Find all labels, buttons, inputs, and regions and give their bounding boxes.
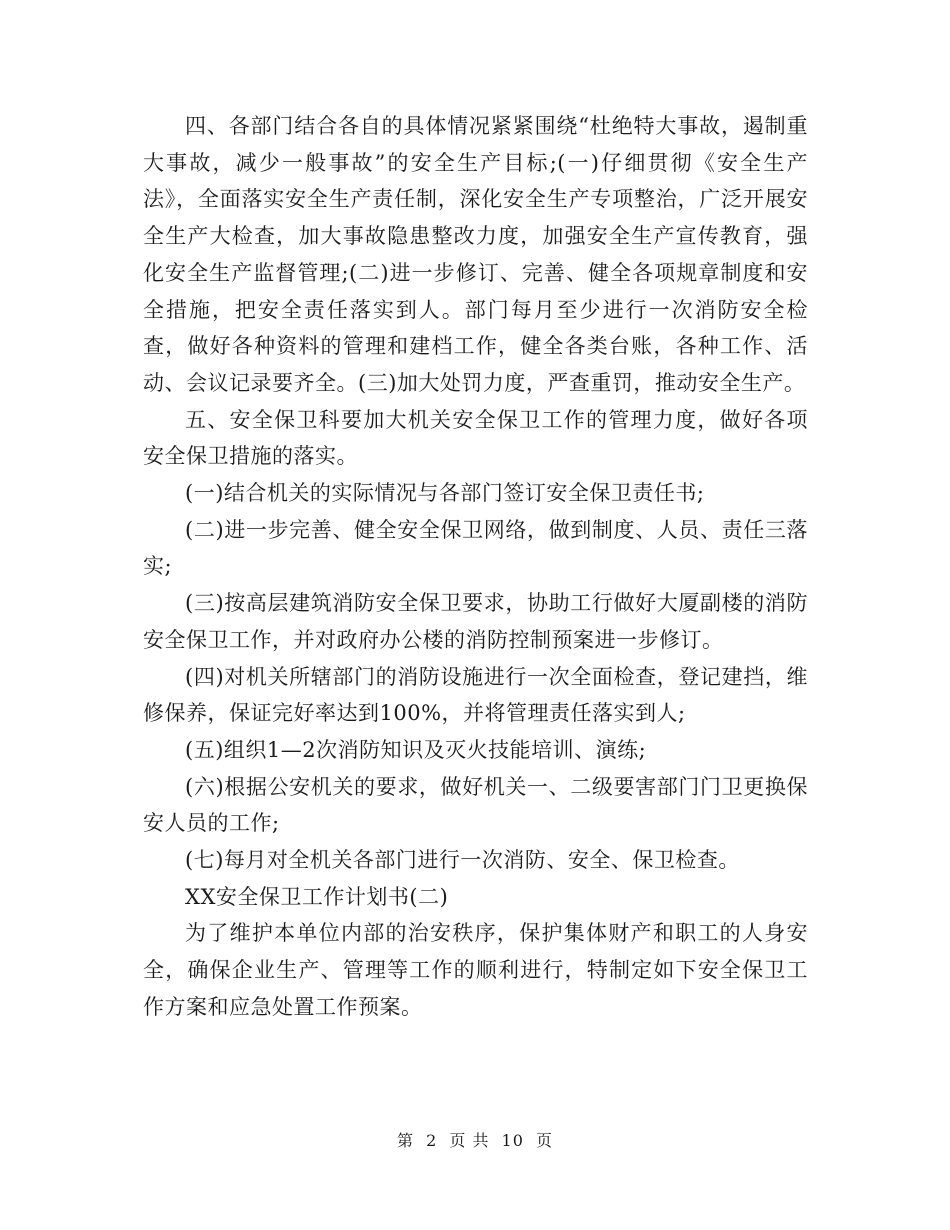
list-item-5: (五)组织1—2次消防知识及灭火技能培训、演练; bbox=[185, 737, 647, 762]
list-item-2: (二)进一步完善、健全安全保卫网络，做到制度、人员、责任三落实; bbox=[143, 517, 808, 579]
list-item-3: (三)按高层建筑消防安全保卫要求，协助工行做好大厦副楼的消防安全保卫工作，并对政府办公楼的消防控制预案进一步修订。 bbox=[143, 591, 808, 652]
footer-suffix: 页 bbox=[536, 1131, 554, 1150]
paragraph-intro: 为了维护本单位内部的治安秩序，保护集体财产和职工的人身安全，确保企业生产、管理等工作的顺利进行，特制定如下安全保卫工作方案和应急处置工作预案。 bbox=[143, 921, 808, 1019]
current-page-number: 2 bbox=[426, 1131, 438, 1150]
page-footer bbox=[0, 1128, 950, 1151]
section-heading: XX安全保卫工作计划书(二) bbox=[185, 884, 449, 909]
footer-prefix: 第 bbox=[396, 1131, 414, 1150]
footer-middle: 页 共 bbox=[449, 1131, 490, 1150]
paragraph-section-five: 五、安全保卫科要加大机关安全保卫工作的管理力度，做好各项安全保卫措施的落实。 bbox=[143, 407, 808, 469]
list-item-1: (一)结合机关的实际情况与各部门签订安全保卫责任书; bbox=[185, 481, 705, 506]
total-page-count: 10 bbox=[501, 1131, 524, 1150]
list-item-6: (六)根据公安机关的要求，做好机关一、二级要害部门门卫更换保安人员的工作; bbox=[143, 774, 808, 836]
paragraph-section-four: 四、各部门结合各自的具体情况紧紧围绕“杜绝特大事故，遏制重大事故，减少一般事故”的安全生产目标;(一)仔细贯彻《安全生产法》，全面落实安全生产责任制，深化安全生产专项整治，广泛开展安全生产大检查，加大事故隐患整改力度，加强安全生产宣传教育，强化安全生产监督管理;(二)进一步修订、完善、健全各项规章制度和安全措施，把安全责任落实到人。部门每月至少进行一次消防安全检查，做好各种资料的管理和建档工作，健全各类台账，各种工作、活动、会议记录要齐全。(三)加大处罚力度，严查重罚，推动安全生产。 bbox=[143, 114, 808, 395]
list-item-7: (七)每月对全机关各部门进行一次消防、安全、保卫检查。 bbox=[185, 848, 740, 873]
list-item-4: (四)对机关所辖部门的消防设施进行一次全面检查，登记建挡，维修保养，保证完好率达到100%，并将管理责任落实到人; bbox=[143, 664, 808, 726]
document-body bbox=[143, 108, 808, 1026]
